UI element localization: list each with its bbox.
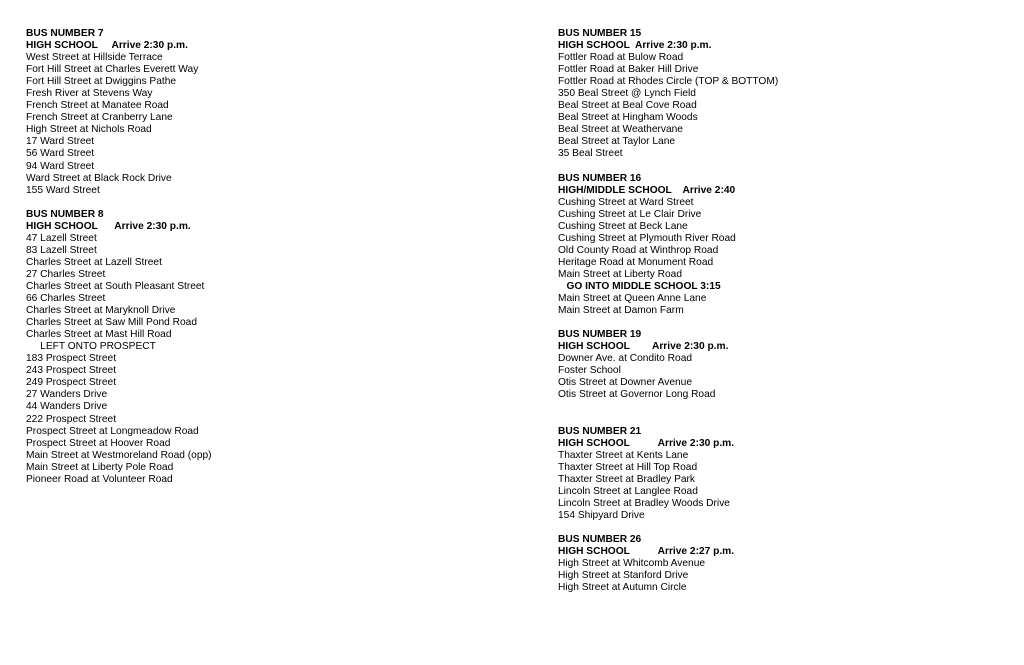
route-note: GO INTO MIDDLE SCHOOL 3:15	[558, 280, 721, 292]
bus-stop: 350 Beal Street @ Lynch Field	[558, 88, 696, 100]
bus-stop: 56 Ward Street	[26, 148, 95, 160]
bus-stop: High Street at Nichols Road	[26, 124, 152, 136]
bus-number-heading: BUS NUMBER 15	[558, 28, 642, 39]
bus-stop: Pioneer Road at Volunteer Road	[26, 473, 173, 485]
bus-stop: Charles Street at South Pleasant Street	[26, 280, 205, 292]
right-column	[558, 28, 1008, 594]
bus-stop: LEFT ONTO PROSPECT	[26, 341, 156, 353]
bus-stop: High Street at Whitcomb Avenue	[558, 558, 706, 570]
bus-stop: Charles Street at Mast Hill Road	[26, 329, 172, 341]
bus-stop: Downer Ave. at Condito Road	[558, 353, 693, 365]
bus-stop: Charles Street at Maryknoll Drive	[26, 305, 176, 317]
bus-stop: Main Street at Queen Anne Lane	[558, 293, 707, 305]
bus-stop: Fort Hill Street at Dwiggins Pathe	[26, 76, 177, 88]
bus-stop: Beal Street at Weathervane	[558, 124, 683, 136]
bus-stop: Prospect Street at Longmeadow Road	[26, 425, 199, 437]
bus-stop: 17 Ward Street	[26, 136, 95, 148]
bus-number-heading: BUS NUMBER 8	[26, 208, 104, 220]
bus-stop: Otis Street at Downer Avenue	[558, 377, 693, 389]
bus-stop: 27 Wanders Drive	[26, 389, 108, 401]
section-spacer	[558, 401, 1008, 425]
bus-stop: 155 Ward Street	[26, 184, 100, 196]
section-spacer	[558, 317, 1008, 329]
bus-section-bus-number-15	[558, 28, 1008, 161]
bus-stop: High Street at Stanford Drive	[558, 570, 689, 582]
bus-stop: Main Street at Liberty Road	[558, 268, 683, 280]
bus-number-heading: BUS NUMBER 19	[558, 329, 642, 341]
school-arrival-line: HIGH SCHOOL Arrive 2:30 p.m.	[26, 40, 188, 52]
bus-number-heading: BUS NUMBER 16	[558, 172, 642, 184]
school-arrival-line: HIGH SCHOOL Arrive 2:30 p.m.	[26, 220, 191, 232]
bus-section-bus-number-8	[26, 209, 506, 486]
bus-stop: Old County Road at Winthrop Road	[558, 244, 719, 256]
bus-stop: Prospect Street at Hoover Road	[26, 437, 171, 449]
bus-section-bus-number-26	[558, 534, 1008, 594]
bus-stop: Cushing Street at Plymouth River Road	[558, 232, 736, 244]
bus-number-heading: BUS NUMBER 7	[26, 28, 104, 39]
bus-stop: Thaxter Street at Bradley Park	[558, 473, 696, 485]
section-spacer	[558, 161, 1008, 173]
bus-stop: Fottler Road at Bulow Road	[558, 52, 684, 64]
left-column	[26, 28, 506, 486]
bus-stop: Fort Hill Street at Charles Everett Way	[26, 64, 199, 76]
school-arrival-line: HIGH SCHOOL Arrive 2:30 p.m.	[558, 437, 735, 449]
bus-stop: Charles Street at Lazell Street	[26, 256, 162, 268]
bus-stop: 47 Lazell Street	[26, 232, 97, 244]
bus-stop: West Street at Hillside Terrace	[26, 52, 163, 64]
bus-stop: 183 Prospect Street	[26, 353, 117, 365]
bus-stop: Fottler Road at Baker Hill Drive	[558, 64, 699, 76]
bus-stop: Beal Street at Beal Cove Road	[558, 100, 697, 112]
school-arrival-line: HIGH SCHOOL Arrive 2:27 p.m.	[558, 546, 735, 558]
bus-stop: 249 Prospect Street	[26, 377, 117, 389]
school-arrival-line: HIGH SCHOOL Arrive 2:30 p.m.	[558, 341, 729, 353]
bus-stop: Foster School	[558, 365, 621, 377]
bus-number-heading: BUS NUMBER 21	[558, 425, 642, 437]
bus-stop: 154 Shipyard Drive	[558, 509, 645, 521]
bus-stop: 83 Lazell Street	[26, 244, 97, 256]
bus-stop: 66 Charles Street	[26, 293, 106, 305]
bus-stop: Fresh River at Stevens Way	[26, 88, 153, 100]
bus-stop: Fottler Road at Rhodes Circle (TOP & BOTTOM)	[558, 76, 779, 88]
bus-stop: Cushing Street at Ward Street	[558, 196, 694, 208]
bus-stop: Heritage Road at Monument Road	[558, 256, 714, 268]
bus-stop: Beal Street at Taylor Lane	[558, 136, 676, 148]
bus-stop: Otis Street at Governor Long Road	[558, 389, 716, 401]
bus-stop: 35 Beal Street	[558, 148, 623, 160]
bus-stop: Lincoln Street at Bradley Woods Drive	[558, 497, 730, 509]
bus-stop: High Street at Autumn Circle	[558, 582, 687, 594]
bus-stop: 222 Prospect Street	[26, 413, 117, 425]
bus-stop: Cushing Street at Le Clair Drive	[558, 208, 702, 220]
bus-section-bus-number-16	[558, 173, 1008, 318]
bus-stop: Cushing Street at Beck Lane	[558, 220, 688, 232]
bus-section-bus-number-21	[558, 426, 1008, 522]
bus-section-bus-number-7	[26, 28, 506, 197]
bus-stop: 94 Ward Street	[26, 160, 95, 172]
bus-stop: Ward Street at Black Rock Drive	[26, 172, 172, 184]
bus-stop: French Street at Cranberry Lane	[26, 112, 173, 124]
section-spacer	[26, 197, 506, 209]
bus-stop: 243 Prospect Street	[26, 365, 117, 377]
school-arrival-line: HIGH SCHOOL Arrive 2:30 p.m.	[558, 40, 712, 52]
bus-stop: Thaxter Street at Kents Lane	[558, 449, 689, 461]
bus-stop: Beal Street at Hingham Woods	[558, 112, 698, 124]
school-arrival-line: HIGH/MIDDLE SCHOOL Arrive 2:40	[558, 184, 736, 196]
bus-stop: Thaxter Street at Hill Top Road	[558, 461, 698, 473]
bus-number-heading: BUS NUMBER 26	[558, 533, 642, 545]
bus-stop: Charles Street at Saw Mill Pond Road	[26, 317, 198, 329]
bus-section-bus-number-19	[558, 329, 1008, 401]
bus-stop: 44 Wanders Drive	[26, 401, 108, 413]
bus-stop: 27 Charles Street	[26, 268, 106, 280]
bus-stop: Main Street at Westmoreland Road (opp)	[26, 449, 212, 461]
bus-stop: French Street at Manatee Road	[26, 100, 169, 112]
section-spacer	[558, 522, 1008, 534]
bus-stop: Main Street at Liberty Pole Road	[26, 461, 174, 473]
bus-stop: Lincoln Street at Langlee Road	[558, 485, 698, 497]
bus-stop: Main Street at Damon Farm	[558, 305, 684, 317]
